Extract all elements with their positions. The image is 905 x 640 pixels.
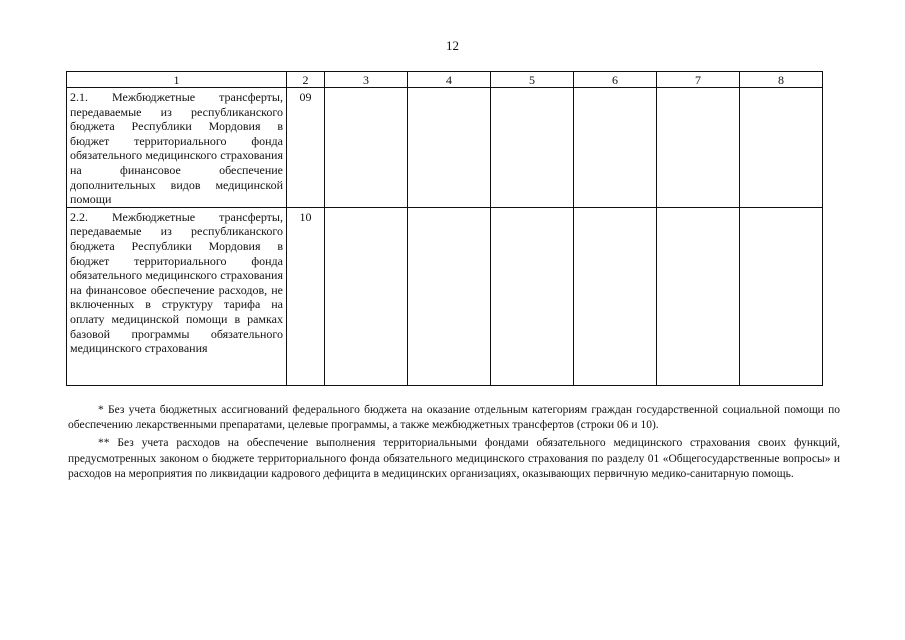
footnotes — [68, 403, 840, 485]
table-row — [67, 207, 823, 385]
row-description: 2.1. Межбюджетные трансферты, передаваемые из республиканского бюджета Республики Мордовия в бюджет территориального фонда обязательного медицинского страхования на финансовое обеспечение дополнительных видов медицинской помощи — [67, 88, 287, 208]
table-cell — [574, 207, 657, 385]
table-cell — [491, 88, 574, 208]
footnote-single-asterisk: * Без учета бюджетных ассигнований федерального бюджета на оказание отдельным категориям граждан государственной социальной помощи по обеспечению лекарственными препаратами, целевые программы, а также межбюджетных трансфертов (строки 06 и 10). — [68, 404, 840, 432]
table-row — [67, 88, 823, 208]
column-number-2: 2 — [287, 72, 325, 88]
column-number-4: 4 — [408, 72, 491, 88]
footnote-double-asterisk: ** Без учета расходов на обеспечение выполнения территориальными фондами обязательного медицинского страхования своих функций, предусмотренных законом о бюджете территориального фонда обязательного медицинского страхования по разделу 01 «Общегосударственные вопросы» и расходов на мероприятия по ликвидации кадрового дефицита в медицинских организациях, оказывающих первичную медико-санитарную помощь. — [68, 437, 840, 480]
column-number-8: 8 — [740, 72, 823, 88]
table-cell — [657, 88, 740, 208]
column-number-6: 6 — [574, 72, 657, 88]
table-cell — [657, 207, 740, 385]
table-cell — [325, 207, 408, 385]
column-number-5: 5 — [491, 72, 574, 88]
table-cell — [408, 88, 491, 208]
table-cell — [574, 88, 657, 208]
table-cell — [740, 88, 823, 208]
column-number-3: 3 — [325, 72, 408, 88]
row-code: 09 — [287, 88, 325, 208]
row-code: 10 — [287, 207, 325, 385]
column-number-row — [67, 72, 823, 88]
financing-table — [66, 71, 823, 386]
table-cell — [325, 88, 408, 208]
row-description: 2.2. Межбюджетные трансферты, передаваемые из республиканского бюджета Республики Мордовия в бюджет территориального фонда обязательного медицинского страхования на финансовое обеспечение расходов, не включенных в структуру тарифа на оплату медицинской помощи в рамках базовой программы обязательного медицинского страхования — [67, 207, 287, 385]
column-number-1: 1 — [67, 72, 287, 88]
table-cell — [740, 207, 823, 385]
table-cell — [408, 207, 491, 385]
page-number: 12 — [446, 38, 459, 53]
table-cell — [491, 207, 574, 385]
column-number-7: 7 — [657, 72, 740, 88]
